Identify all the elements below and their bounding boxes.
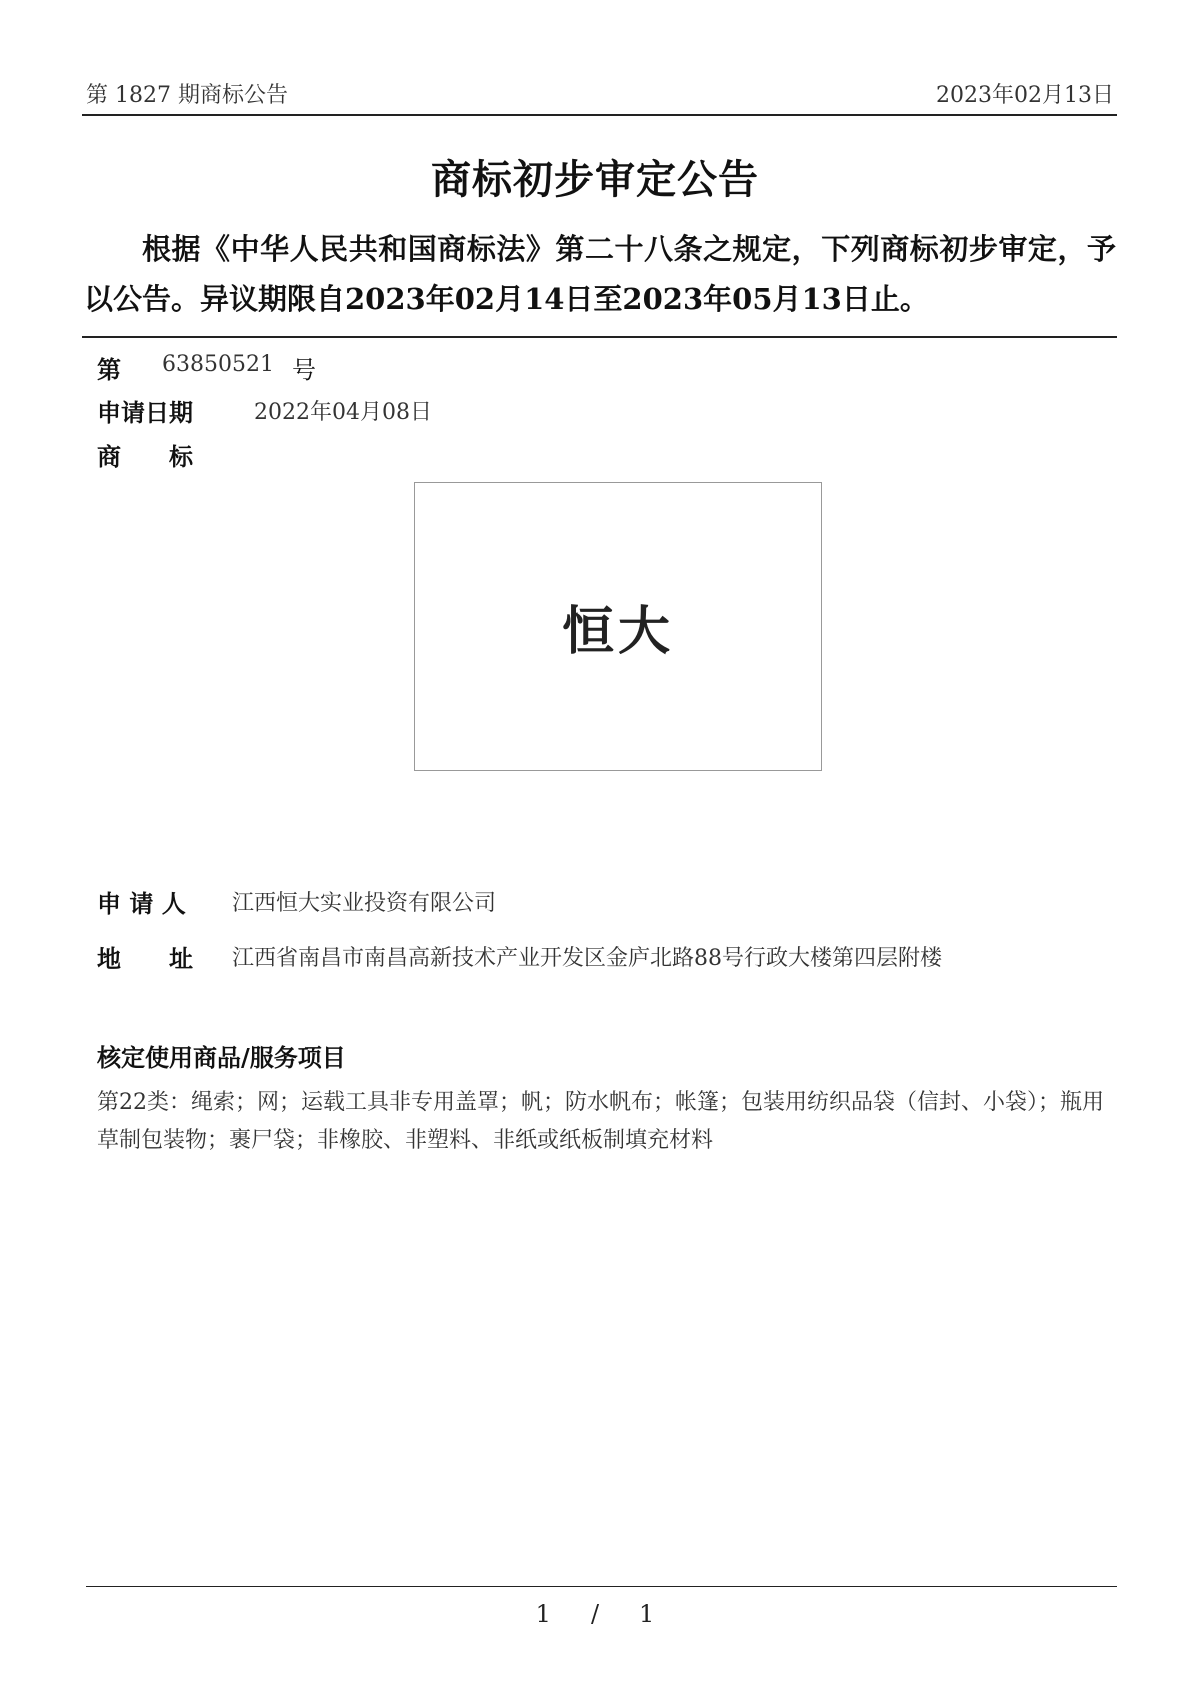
goods-services-heading: 核定使用商品/服务项目 [97, 1043, 346, 1072]
page-current: 1 [535, 1600, 551, 1628]
applicant-address: 江西省南昌市南昌高新技术产业开发区金庐北路88号行政大楼第四层附楼 [232, 946, 942, 971]
applicant-label: 申 请 人 [97, 889, 186, 918]
application-date-label: 申请日期 [97, 398, 193, 427]
issue-number: 第 1827 期商标公告 [86, 83, 288, 108]
trademark-image [414, 482, 822, 771]
page-title: 商标初步审定公告 [431, 156, 759, 203]
goods-services-list: 第22类：绳索；网；运载工具非专用盖罩；帆；防水帆布；帐篷；包装用纺织品袋（信封、小袋）；瓶用草制包装物；裹尸袋；非橡胶、非塑料、非纸或纸板制填充材料 [97, 1090, 1104, 1153]
application-date: 2022年04月08日 [254, 400, 432, 425]
applicant-name: 江西恒大实业投资有限公司 [232, 891, 497, 916]
page-indicator [0, 1600, 1190, 1628]
announcement-intro: 根据《中华人民共和国商标法》第二十八条之规定，下列商标初步审定，予以公告。异议期限自2023年02月14日至2023年05月13日止。 [84, 232, 1116, 316]
number-label-suffix: 号 [292, 356, 316, 384]
footer-divider [86, 1586, 1117, 1587]
number-label-prefix: 第 [97, 355, 121, 384]
address-label: 地 址 [97, 944, 193, 973]
registration-number: 63850521 [162, 352, 274, 377]
header-divider [82, 114, 1117, 116]
page-total: 1 [639, 1600, 655, 1628]
publication-date: 2023年02月13日 [936, 83, 1114, 108]
section-divider [82, 336, 1117, 338]
trademark-label: 商 标 [97, 442, 193, 471]
page-separator: / [590, 1600, 600, 1628]
trademark-logo: 恒大 [561, 602, 674, 662]
